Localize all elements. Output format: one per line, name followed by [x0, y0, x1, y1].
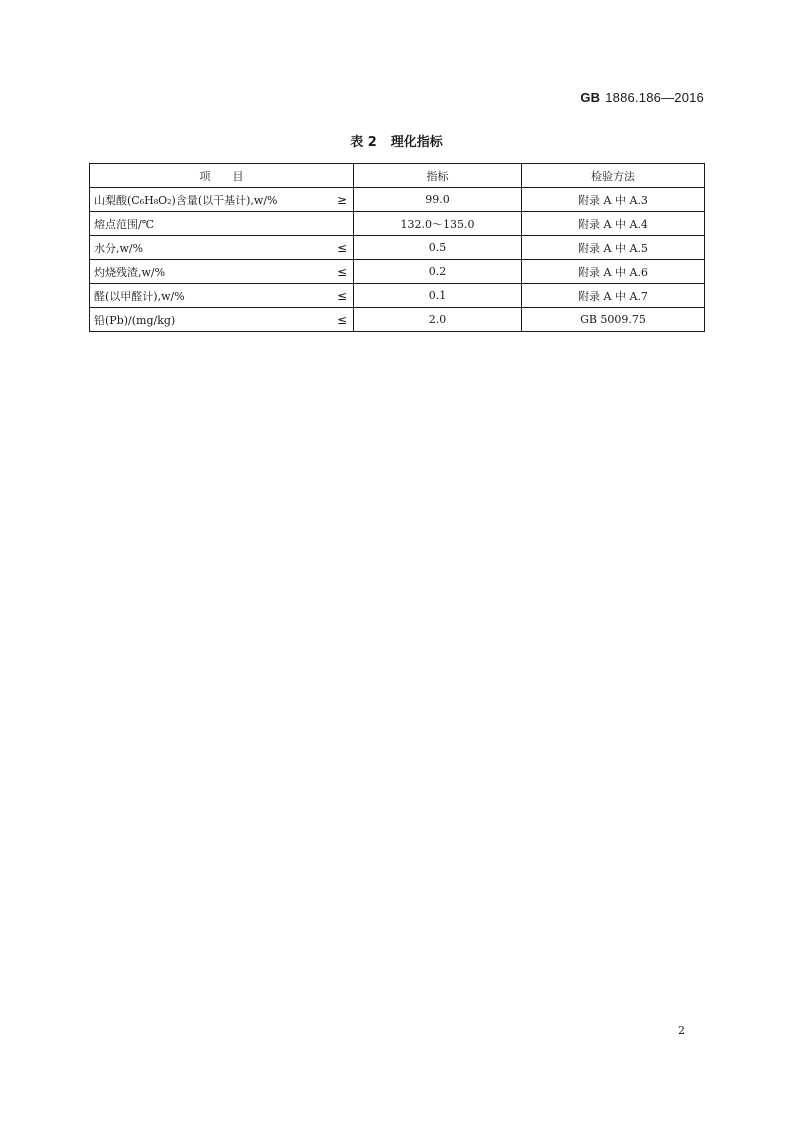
test-method: 附录 A 中 A.6	[522, 260, 705, 284]
item-cell	[90, 212, 354, 236]
table-header-row	[90, 164, 705, 188]
test-method: 附录 A 中 A.3	[522, 188, 705, 212]
standard-number	[580, 90, 704, 105]
item-label: 醛(以甲醛计),w/%	[94, 289, 185, 303]
item-cell	[90, 236, 354, 260]
standard-code: 1886.186—2016	[605, 90, 704, 105]
table-row	[90, 260, 705, 284]
table-row	[90, 308, 705, 332]
test-method: 附录 A 中 A.4	[522, 212, 705, 236]
page-number: 2	[678, 1024, 685, 1037]
item-label: 山梨酸(C₆H₈O₂)含量(以干基计),w/%	[94, 193, 278, 207]
item-cell	[90, 188, 354, 212]
comparator-symbol: ≤	[336, 264, 347, 279]
item-label: 铅(Pb)/(mg/kg)	[94, 313, 176, 327]
index-value: 0.5	[354, 236, 522, 260]
comparator-symbol: ≤	[336, 240, 347, 255]
index-value: 2.0	[354, 308, 522, 332]
comparator-symbol: ≤	[336, 288, 347, 303]
table-number: 表 2	[350, 135, 377, 150]
test-method: 附录 A 中 A.5	[522, 236, 705, 260]
table-title-text: 理化指标	[390, 135, 443, 150]
standard-prefix: GB	[580, 90, 601, 105]
item-label: 水分,w/%	[94, 241, 144, 255]
index-value: 99.0	[354, 188, 522, 212]
item-cell	[90, 308, 354, 332]
column-header-index: 指标	[354, 164, 522, 188]
table-row	[90, 236, 705, 260]
column-header-item: 项 目	[90, 164, 354, 188]
item-label: 灼烧残渣,w/%	[94, 265, 166, 279]
table-row	[90, 284, 705, 308]
test-method: GB 5009.75	[522, 308, 705, 332]
comparator-symbol: ≤	[336, 312, 347, 327]
item-cell	[90, 284, 354, 308]
index-value: 0.2	[354, 260, 522, 284]
table-row	[90, 212, 705, 236]
index-value: 132.0～135.0	[354, 212, 522, 236]
item-label: 熔点范围/℃	[94, 217, 155, 231]
comparator-symbol: ≥	[336, 192, 347, 207]
index-value: 0.1	[354, 284, 522, 308]
physicochemical-index-table	[89, 163, 705, 332]
table-row	[90, 188, 705, 212]
column-header-method: 检验方法	[522, 164, 705, 188]
item-cell	[90, 260, 354, 284]
table-title	[0, 131, 793, 150]
test-method: 附录 A 中 A.7	[522, 284, 705, 308]
